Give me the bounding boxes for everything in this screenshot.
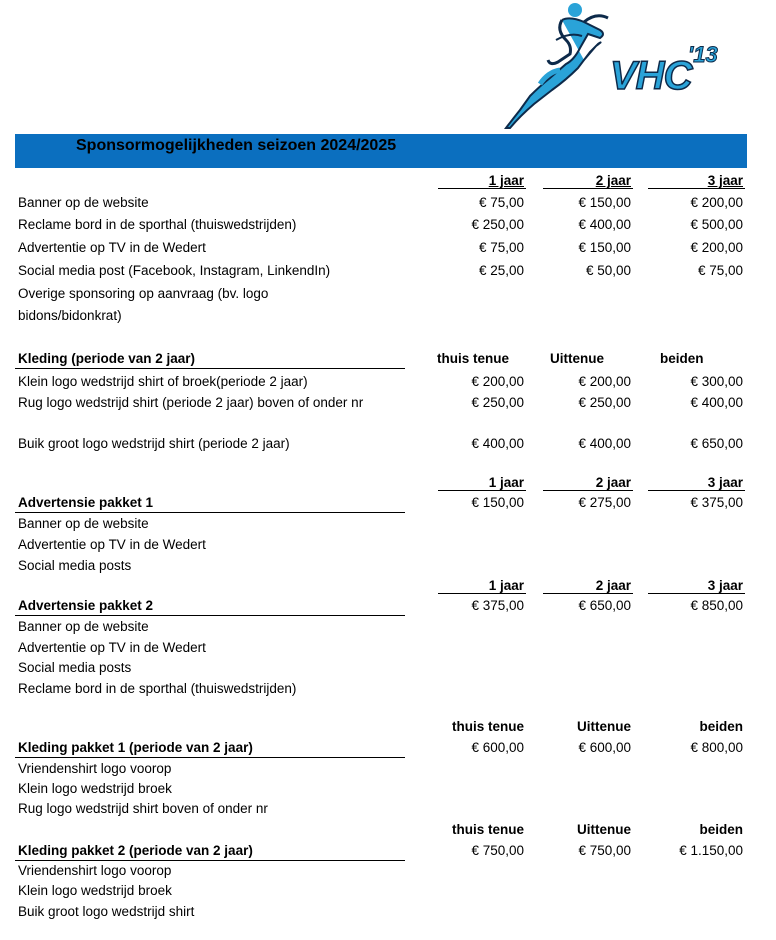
col-header-1-jaar: 1 jaar xyxy=(488,173,524,188)
underline xyxy=(15,757,405,758)
price-cell: € 600,00 xyxy=(471,740,524,755)
price-cell: € 200,00 xyxy=(471,374,524,389)
price-cell: € 400,00 xyxy=(578,436,631,451)
underline xyxy=(543,490,633,491)
price-cell: € 400,00 xyxy=(471,436,524,451)
underline xyxy=(15,368,405,369)
underline xyxy=(15,512,405,513)
price-cell: € 200,00 xyxy=(578,374,631,389)
list-item: Reclame bord in de sporthal (thuiswedstrijden) xyxy=(18,681,297,696)
list-item: Vriendenshirt logo voorop xyxy=(18,863,172,878)
price-cell: € 250,00 xyxy=(471,395,524,410)
page-title: Sponsormogelijkheden seizoen 2024/2025 xyxy=(76,137,397,154)
price-cell: € 150,00 xyxy=(471,495,524,510)
underline xyxy=(438,188,526,189)
col-header-2-jaar: 2 jaar xyxy=(595,578,631,593)
price-cell: € 250,00 xyxy=(578,395,631,410)
col-header-1-jaar: 1 jaar xyxy=(488,578,524,593)
price-cell: € 500,00 xyxy=(690,217,743,232)
price-cell: € 1.150,00 xyxy=(679,843,743,858)
kpakket1-heading: Kleding pakket 1 (periode van 2 jaar) xyxy=(18,740,253,755)
row-label: Reclame bord in de sporthal (thuiswedstrijden) xyxy=(18,217,297,232)
other-sponsoring-line1: Overige sponsoring op aanvraag (bv. logo xyxy=(18,286,269,301)
price-cell: € 250,00 xyxy=(471,217,524,232)
col-header-thuis: thuis tenue xyxy=(451,719,524,734)
list-item: Advertentie op TV in de Wedert xyxy=(18,537,206,552)
price-cell: € 300,00 xyxy=(690,374,743,389)
price-cell: € 750,00 xyxy=(578,843,631,858)
price-cell: € 850,00 xyxy=(690,598,743,613)
list-item: Social media posts xyxy=(18,558,132,573)
list-item: Social media posts xyxy=(18,660,132,675)
price-cell: € 400,00 xyxy=(690,395,743,410)
col-header-beiden: beiden xyxy=(699,719,743,734)
row-label: Advertentie op TV in de Wedert xyxy=(18,240,206,255)
underline xyxy=(648,490,745,491)
vhc-logo xyxy=(500,0,740,134)
price-cell: € 275,00 xyxy=(578,495,631,510)
row-label: Klein logo wedstrijd shirt of broek(periode 2 jaar) xyxy=(18,374,308,389)
underline xyxy=(15,860,405,861)
underline xyxy=(648,593,745,594)
price-cell: € 650,00 xyxy=(690,436,743,451)
col-header-3-jaar: 3 jaar xyxy=(707,173,743,188)
col-header-uit: Uittenue xyxy=(577,719,631,734)
col-header-beiden: beiden xyxy=(660,351,704,366)
underline xyxy=(15,615,405,616)
list-item: Klein logo wedstrijd broek xyxy=(18,883,172,898)
underline xyxy=(543,188,633,189)
logo-superscript: '13 xyxy=(688,42,718,67)
col-header-uit: Uittenue xyxy=(550,351,604,366)
pakket1-heading: Advertensie pakket 1 xyxy=(18,495,154,510)
underline xyxy=(543,593,633,594)
other-sponsoring-line2: bidons/bidonkrat) xyxy=(18,308,122,323)
list-item: Rug logo wedstrijd shirt boven of onder nr xyxy=(18,801,268,816)
price-cell: € 650,00 xyxy=(578,598,631,613)
price-cell: € 25,00 xyxy=(478,263,524,278)
col-header-2-jaar: 2 jaar xyxy=(595,173,631,188)
underline xyxy=(438,490,526,491)
col-header-thuis: thuis tenue xyxy=(437,351,510,366)
price-cell: € 200,00 xyxy=(690,195,743,210)
kleding-heading: Kleding (periode van 2 jaar) xyxy=(18,351,196,366)
list-item: Banner op de website xyxy=(18,516,149,531)
list-item: Advertentie op TV in de Wedert xyxy=(18,640,206,655)
col-header-thuis: thuis tenue xyxy=(451,822,524,837)
list-item: Klein logo wedstrijd broek xyxy=(18,781,172,796)
list-item: Banner op de website xyxy=(18,619,149,634)
price-cell: € 375,00 xyxy=(471,598,524,613)
underline xyxy=(438,593,526,594)
price-cell: € 75,00 xyxy=(478,240,524,255)
underline xyxy=(648,188,745,189)
price-cell: € 75,00 xyxy=(478,195,524,210)
row-label: Banner op de website xyxy=(18,195,149,210)
col-header-beiden: beiden xyxy=(699,822,743,837)
row-label: Rug logo wedstrijd shirt (periode 2 jaar) boven of onder nr xyxy=(18,395,364,410)
price-cell: € 800,00 xyxy=(690,740,743,755)
price-cell: € 375,00 xyxy=(690,495,743,510)
price-cell: € 50,00 xyxy=(585,263,631,278)
price-cell: € 150,00 xyxy=(578,195,631,210)
price-cell: € 200,00 xyxy=(690,240,743,255)
col-header-3-jaar: 3 jaar xyxy=(707,475,743,490)
row-label: Social media post (Facebook, Instagram, LinkendIn) xyxy=(18,263,331,278)
pakket2-heading: Advertensie pakket 2 xyxy=(18,598,154,613)
price-cell: € 750,00 xyxy=(471,843,524,858)
logo-text: VHC xyxy=(610,54,692,98)
list-item: Buik groot logo wedstrijd shirt xyxy=(18,904,195,919)
col-header-2-jaar: 2 jaar xyxy=(595,475,631,490)
kpakket2-heading: Kleding pakket 2 (periode van 2 jaar) xyxy=(18,843,253,858)
price-cell: € 75,00 xyxy=(697,263,743,278)
col-header-uit: Uittenue xyxy=(577,822,631,837)
col-header-3-jaar: 3 jaar xyxy=(707,578,743,593)
list-item: Vriendenshirt logo voorop xyxy=(18,761,172,776)
price-cell: € 600,00 xyxy=(578,740,631,755)
price-cell: € 400,00 xyxy=(578,217,631,232)
col-header-1-jaar: 1 jaar xyxy=(488,475,524,490)
row-label: Buik groot logo wedstrijd shirt (periode 2 jaar) xyxy=(18,436,290,451)
price-cell: € 150,00 xyxy=(578,240,631,255)
